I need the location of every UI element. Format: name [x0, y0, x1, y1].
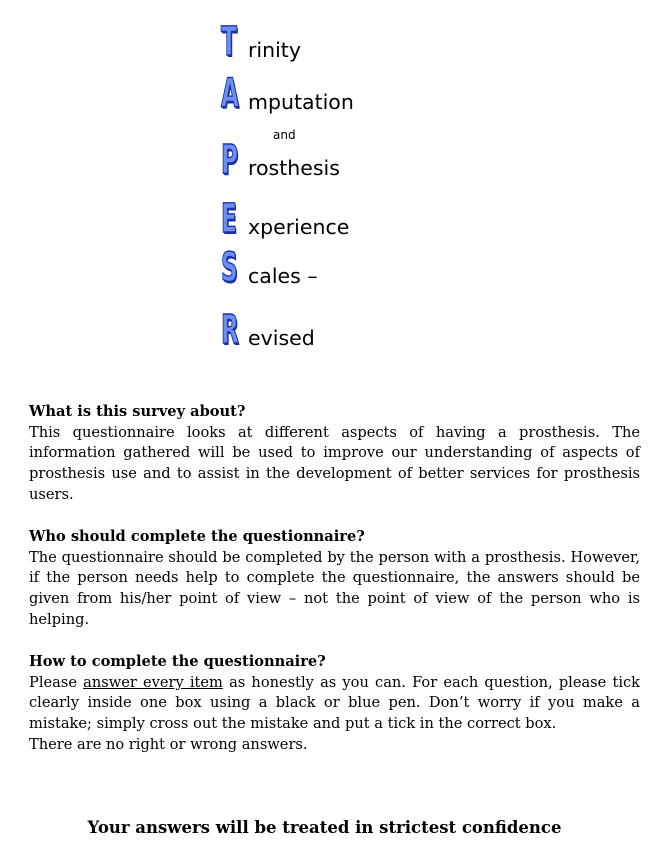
title-row-amputation — [221, 71, 354, 117]
answer-every-item-emphasis: answer every item — [83, 673, 223, 691]
title-initial: E — [221, 196, 237, 242]
title-row-scales — [221, 245, 318, 291]
section-heading: How to complete the questionnaire? — [29, 653, 326, 670]
title-initial: P — [221, 137, 239, 183]
section-body — [29, 673, 640, 735]
title-word: rosthesis — [248, 156, 340, 180]
title-initial: R — [221, 307, 239, 353]
title-word: mputation — [248, 90, 354, 114]
section-about — [29, 402, 640, 506]
title-row-prosthesis — [221, 137, 340, 183]
section-heading: Who should complete the questionnaire? — [29, 528, 365, 545]
section-body-line2: There are no right or wrong answers. — [29, 735, 308, 753]
section-body: The questionnaire should be completed by the person with a prosthesis. However, if the person needs help to complete the questionnaire, the answers should be given from his/her point of view – not the point of view of the person who is helping. — [29, 548, 640, 628]
confidentiality-note: Your answers will be treated in strictest confidence — [87, 818, 562, 837]
section-who — [29, 527, 640, 631]
taps-r-title — [221, 19, 461, 362]
section-how — [29, 652, 640, 756]
title-row-revised — [221, 307, 315, 353]
title-initial: T — [221, 19, 237, 65]
section-body: This questionnaire looks at different aspects of having a prosthesis. The information gathered will be used to improve our understanding of aspects of prosthesis use and to assist in the development of better services for prosthesis users. — [29, 423, 640, 503]
title-and: and — [273, 128, 296, 142]
title-row-trinity — [221, 19, 301, 65]
title-initial: A — [221, 71, 239, 117]
title-initial: S — [221, 245, 238, 291]
title-word: rinity — [248, 38, 301, 62]
title-word: evised — [248, 326, 315, 350]
title-row-experience — [221, 196, 350, 242]
body-text: Please — [29, 673, 84, 691]
body-text: as honestly as you can. For each question, please tick clearly inside one box using a black or blue pen. Don’t worry if you make a mistake; simply cross out the mistake and put a tick in the correct box. — [29, 673, 641, 733]
title-word: cales – — [248, 264, 318, 288]
title-word: xperience — [248, 215, 350, 239]
section-heading: What is this survey about? — [29, 403, 246, 420]
